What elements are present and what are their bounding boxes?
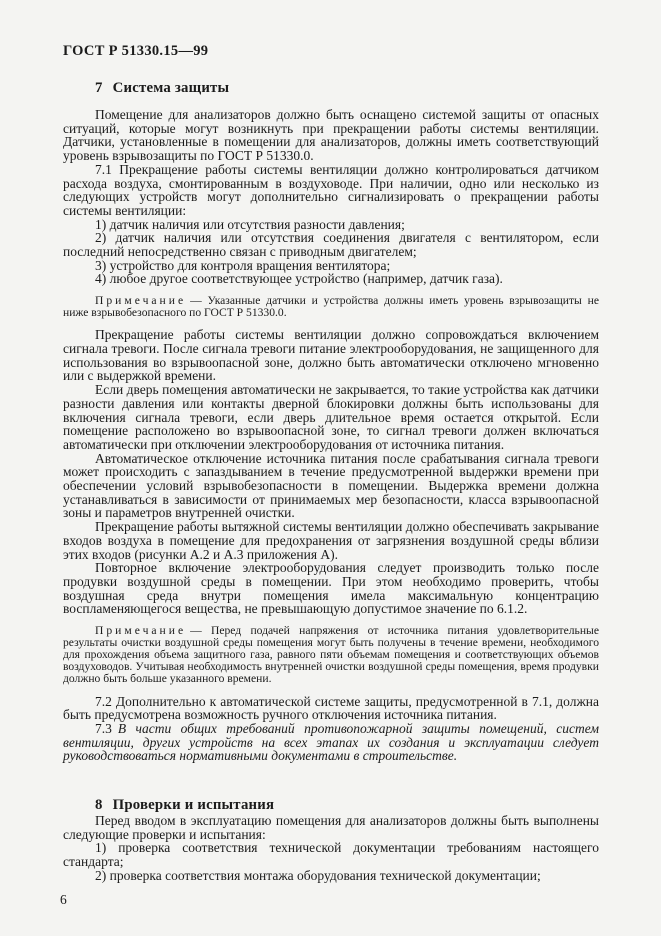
clause-7-1-list-item: 3) устройство для контроля вращения вентилятора; — [95, 257, 391, 273]
paragraph: Прекращение работы системы вентиляции должно сопровождаться включением сигнала тревоги. После сигнала тревоги питание электрооборудования, не защищенного для использования во взрывоопасной зоне, должно быть автоматически отключено мгновенно или с выдержкой времени. — [63, 327, 599, 384]
clause-7-3-text: В части общих требований противопожарной защиты помещений, систем вентиляции, других устройств на всех этапах их создания и эксплуатации следует руководствоваться нормативными документами в строительстве. — [63, 720, 599, 764]
section-8-heading — [95, 797, 599, 814]
note-2-label: Примечание — [95, 624, 187, 638]
note-1-label: Примечание — [95, 294, 187, 308]
clause-7-1-list-item: 2) датчик наличия или отсутствия соединения двигателя с вентилятором, если последний непосредственно связан с приводным двигателем; — [63, 230, 599, 260]
section-7-number: 7 — [95, 80, 103, 96]
section-8-list-item: 2) проверка соответствия монтажа оборудования технической документации; — [95, 867, 541, 883]
paragraph: Прекращение работы вытяжной системы вентиляции должно обеспечивать закрывание входов воздуха в помещение для предохранения от загрязнения воздушной среды вблизи этих входов (рисунки А.2 и А.3 приложения А). — [63, 519, 599, 562]
clause-7-1-paragraph: 7.1 Прекращение работы системы вентиляции должно контролироваться датчиком расхода воздуха, смонтированным в воздуховоде. При наличии, одно или несколько из следующих устройств могут дополнительно сигнализировать о прекращении работы системы вентиляции: — [63, 161, 599, 218]
note-1 — [63, 295, 599, 319]
section-7-heading — [95, 80, 599, 97]
section-8-number: 8 — [95, 797, 103, 814]
note-1-text: — Указанные датчики и устройства должны иметь уровень взрывозащиты не ниже взрывобезопасного по ГОСТ Р 51330.0. — [63, 294, 599, 320]
clause-7-3-paragraph — [63, 722, 599, 763]
clause-7-1-list-item: 1) датчик наличия или отсутствия разности давления; — [95, 216, 405, 232]
standard-designation: ГОСТ Р 51330.15—99 — [63, 43, 209, 59]
page-number: 6 — [60, 891, 67, 907]
note-2 — [63, 625, 599, 685]
paragraph: Повторное включение электрооборудования следует производить только после продувки воздушной среды в помещении. При этом необходимо проверить, чтобы воздушная среда внутри помещения имела максимальную концентрацию воспламеняющегося вещества, не превышающую допустимое значение по 6.1.2. — [63, 560, 599, 617]
section-7-title: Система защиты — [112, 80, 230, 96]
section-8-title: Проверки и испытания — [112, 797, 275, 814]
clause-7-3-number: 7.3 — [95, 720, 112, 736]
clause-7-1-list-item: 4) любое другое соответствующее устройство (например, датчик газа). — [95, 271, 503, 287]
paragraph: Если дверь помещения автоматически не закрывается, то такие устройства как датчики разности давления или контакты дверной блокировки должны быть использованы для включения сигнала тревоги, если дверь длительное время остается открытой. Если помещение расположено во взрывоопасной зоне, то сигнал тревоги должен включаться автоматически при отключении электрооборудования от источника питания. — [63, 382, 599, 452]
section-7-intro-paragraph: Помещение для анализаторов должно быть оснащено системой защиты от опасных ситуаций, которые могут возникнуть при прекращении работы системы вентиляции. Датчики, установленные в помещении для анализаторов, должны иметь соответствующий уровень взрывозащиты по ГОСТ Р 51330.0. — [63, 107, 599, 164]
paragraph: Автоматическое отключение источника питания после срабатывания сигнала тревоги может происходить с запаздыванием в течение предусмотренной выдержки времени при обеспечении условий взрывобезопасности в помещении. Выдержка времени должна устанавливаться в зависимости от принимаемых мер безопасности, класса взрывоопасной зоны и параметров внутренней очистки. — [63, 450, 599, 521]
section-8-intro-paragraph: Перед вводом в эксплуатацию помещения для анализаторов должны быть выполнены следующие проверки и испытания: — [63, 813, 599, 842]
clause-7-2-paragraph: 7.2 Дополнительно к автоматической системе защиты, предусмотренной в 7.1, должна быть предусмотрена возможность ручного отключения источника питания. — [63, 693, 599, 723]
note-2-text: — Перед подачей напряжения от источника питания удовлетворительные результаты очистки воздушной среды помещения могут быть получены в течение времени, необходимого для прохождения объема защитного газа, равного пяти объемам помещения и соответствующих объемов воздуховодов. Учитывая необходимость внутренней очистки воздушной среды помещения, время продувки должно быть больше указанного времени. — [63, 624, 599, 686]
section-8-list-item: 1) проверка соответствия технической документации требованиям настоящего стандарта; — [63, 840, 599, 870]
